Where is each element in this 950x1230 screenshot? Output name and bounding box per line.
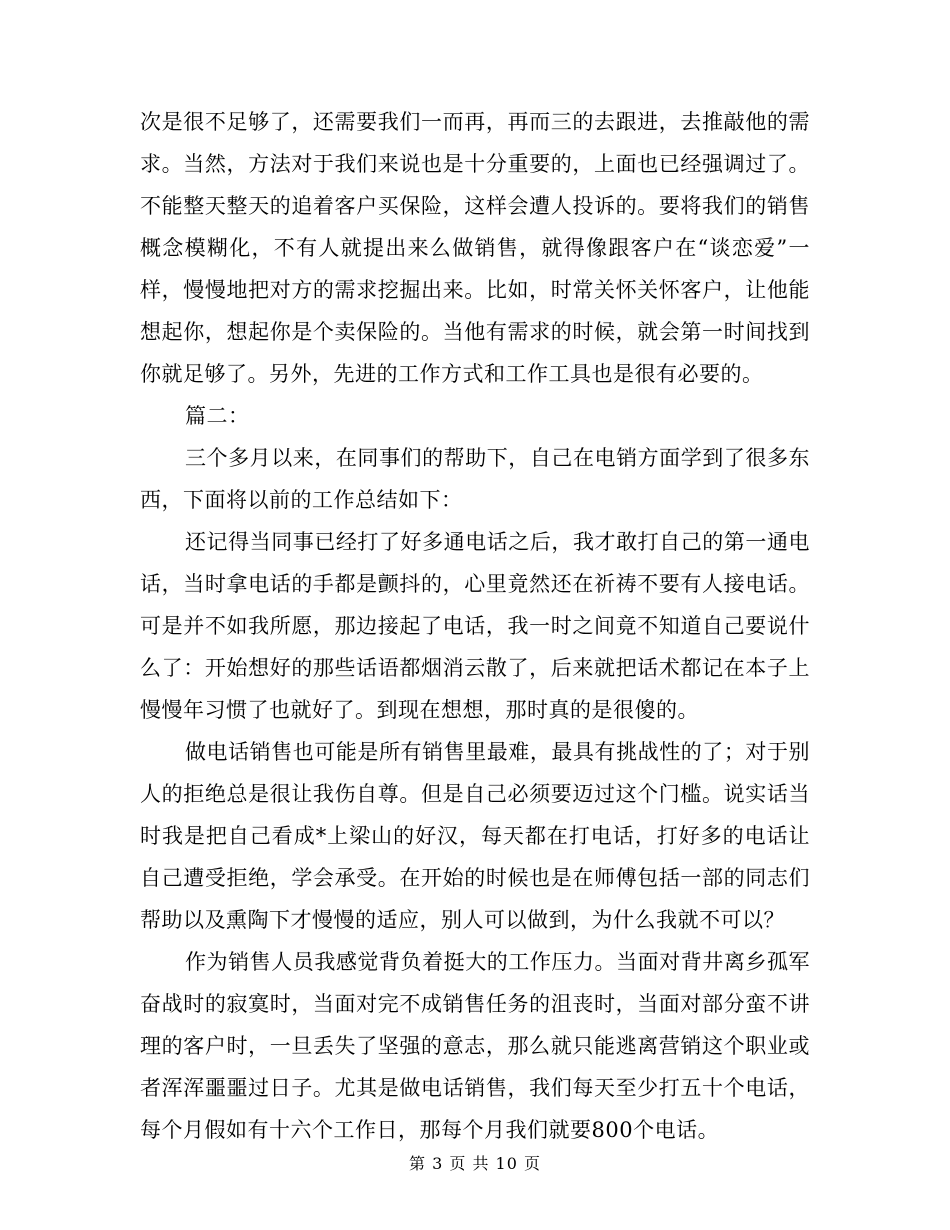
paragraph-pressure: 作为销售人员我感觉背负着挺大的工作压力。当面对背井离乡孤军奋战时的寂寞时，当面对完不成销售任务的沮丧时，当面对部分蛮不讲理的客户时，一旦丢失了坚强的意志，那么就只能逃离营销这个职业或者浑浑噩噩过日子。尤其是做电话销售，我们每天至少打五十个电话，每个月假如有十六个工作日，那每个月我们就要800个电话。 [140,950,810,1142]
paragraph-intro: 三个多月以来，在同事们的帮助下，自己在电销方面学到了很多东西，下面将以前的工作总结如下： [140,446,810,512]
section-heading-part-two: 篇二： [185,404,250,428]
page-footer: 第 3 页 共 10 页 [409,1154,541,1173]
paragraph-first-call: 还记得当同事已经打了好多通电话之后，我才敢打自己的第一通电话，当时拿电话的手都是颤抖的，心里竟然还在祈祷不要有人接电话。可是并不如我所愿，那边接起了电话，我一时之间竟不知道自己要说什么了：开始想好的那些话语都烟消云散了，后来就把话术都记在本子上慢慢年习惯了也就好了。到现在想想，那时真的是很傻的。 [140,530,810,722]
paragraph-continuation: 次是很不足够了，还需要我们一而再，再而三的去跟进，去推敲他的需求。当然，方法对于我们来说也是十分重要的，上面也已经强调过了。不能整天整天的追着客户买保险，这样会遭人投诉的。要将我们的销售概念模糊化，不有人就提出来么做销售，就得像跟客户在“谈恋爱”一样，慢慢地把对方的需求挖掘出来。比如，时常关怀关怀客户，让他能想起你，想起你是个卖保险的。当他有需求的时候，就会第一时间找到你就足够了。另外，先进的工作方式和工作工具也是很有必要的。 [140,110,810,386]
document-body [140,101,810,1151]
paragraph-challenge: 做电话销售也可能是所有销售里最难，最具有挑战性的了；对于别人的拒绝总是很让我伤自尊。但是自己必须要迈过这个门槛。说实话当时我是把自己看成*上梁山的好汉，每天都在打电话，打好多的电话让自己遭受拒绝，学会承受。在开始的时候也是在师傅包括一部的同志们帮助以及熏陶下才慢慢的适应，别人可以做到，为什么我就不可以？ [140,740,810,932]
